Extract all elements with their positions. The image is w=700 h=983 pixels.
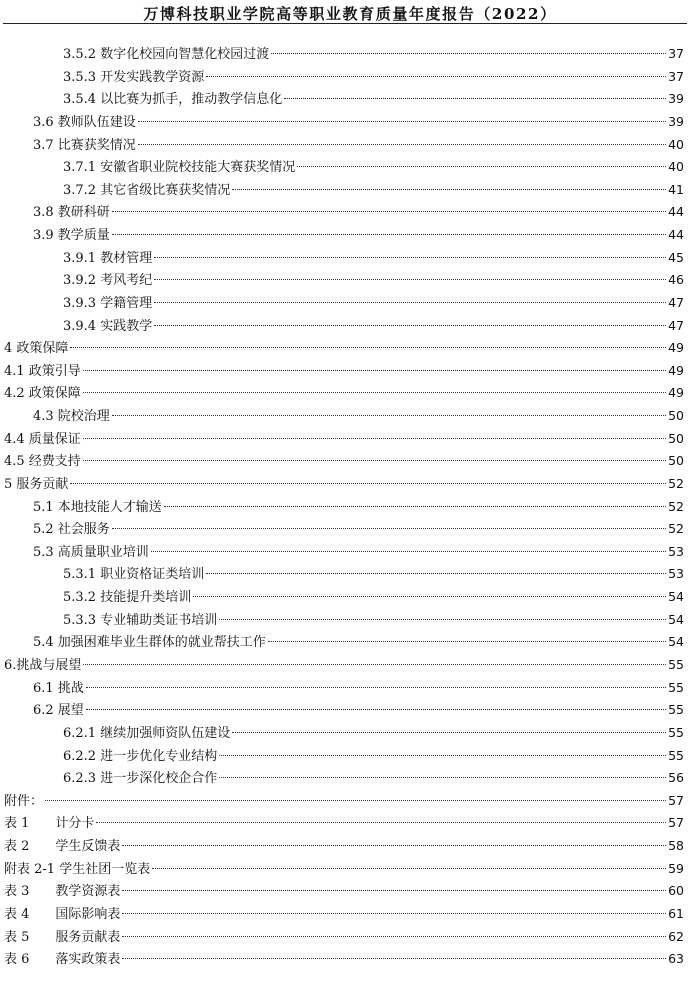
dot-leader xyxy=(154,257,666,258)
dot-leader xyxy=(154,325,666,326)
toc-entry[interactable] xyxy=(63,315,684,337)
toc-entry-page-number: 46 xyxy=(668,272,684,288)
toc-entry[interactable] xyxy=(4,428,684,450)
dot-leader xyxy=(152,868,666,869)
toc-entry[interactable] xyxy=(4,812,684,834)
toc-entry[interactable] xyxy=(63,586,684,608)
dot-leader xyxy=(83,460,666,461)
toc-entry-label: 5.4 加强困难毕业生群体的就业帮扶工作 xyxy=(33,635,266,651)
toc-entry-label: 5.3.1 职业资格证类培训 xyxy=(63,567,205,583)
toc-entry-label: 3.9.2 考风考纪 xyxy=(63,273,153,289)
toc-entry[interactable] xyxy=(63,292,684,314)
toc-entry-page-number: 52 xyxy=(668,475,684,491)
toc-entry-label: 6.2.3 进一步深化校企合作 xyxy=(63,771,218,787)
toc-entry[interactable] xyxy=(63,156,684,178)
toc-entry-label: 4 政策保障 xyxy=(4,341,69,357)
toc-entry[interactable] xyxy=(4,654,684,676)
toc-entry[interactable] xyxy=(33,699,684,721)
toc-entry-page-number: 37 xyxy=(668,46,684,61)
toc-entry[interactable] xyxy=(4,948,684,970)
toc-entry[interactable] xyxy=(63,66,684,88)
toc-entry-page-number: 54 xyxy=(668,634,684,650)
toc-entry-label: 5.3.3 专业辅助类证书培训 xyxy=(63,612,218,628)
toc-entry-label: 表 4 国际影响表 xyxy=(4,906,121,922)
toc-entry-label: 3.7.2 其它省级比赛获奖情况 xyxy=(63,182,231,198)
dot-leader xyxy=(206,573,666,574)
toc-entry[interactable] xyxy=(4,858,684,880)
toc-entry-label: 6.1 挑战 xyxy=(33,680,84,696)
dot-leader xyxy=(86,687,666,688)
dot-leader xyxy=(112,234,666,235)
toc-entry-page-number: 52 xyxy=(668,498,684,514)
toc-entry-label: 3.9 教学质量 xyxy=(33,228,110,244)
toc-entry[interactable] xyxy=(63,247,684,269)
dot-leader xyxy=(83,438,666,439)
toc-entry-label: 3.9.3 学籍管理 xyxy=(63,295,153,311)
toc-entry[interactable] xyxy=(4,790,684,812)
toc-entry-page-number: 49 xyxy=(668,362,684,378)
toc-entry-label: 表 6 落实政策表 xyxy=(4,952,121,968)
dot-leader xyxy=(284,98,666,99)
dot-leader xyxy=(268,641,666,642)
toc-entry[interactable] xyxy=(63,563,684,585)
toc-entry-label: 5.2 社会服务 xyxy=(33,522,110,538)
dot-leader xyxy=(112,415,666,416)
dot-leader xyxy=(193,596,666,597)
toc-entry-page-number: 56 xyxy=(668,770,684,786)
dot-leader xyxy=(232,732,666,733)
toc-entry[interactable] xyxy=(4,382,684,404)
toc-entry-label: 5.3.2 技能提升类培训 xyxy=(63,590,192,606)
header-rule xyxy=(3,23,687,24)
toc-entry-label: 表 5 服务贡献表 xyxy=(4,929,121,945)
dot-leader xyxy=(164,506,666,507)
dot-leader xyxy=(83,370,666,371)
toc-entry-label: 5 服务贡献 xyxy=(4,476,69,492)
toc-entry-page-number: 55 xyxy=(668,747,684,763)
toc-entry-label: 5.1 本地技能人才输送 xyxy=(33,499,162,515)
toc-entry-page-number: 50 xyxy=(668,453,684,469)
dot-leader xyxy=(122,958,666,959)
dot-leader xyxy=(86,709,666,710)
dot-leader xyxy=(219,619,666,620)
toc-entry-label: 表 2 学生反馈表 xyxy=(4,839,121,855)
toc-entry-page-number: 47 xyxy=(668,294,684,310)
toc-entry-page-number: 50 xyxy=(668,408,684,424)
toc-entry[interactable] xyxy=(63,745,684,767)
toc-entry[interactable] xyxy=(63,43,684,65)
toc-entry[interactable] xyxy=(33,134,684,156)
toc-entry[interactable] xyxy=(33,405,684,427)
dot-leader xyxy=(122,845,666,846)
toc-entry-page-number: 47 xyxy=(668,317,684,333)
dot-leader xyxy=(83,664,666,665)
toc-entry-page-number: 39 xyxy=(668,91,684,107)
toc-entry-page-number: 60 xyxy=(668,883,684,899)
dot-leader xyxy=(138,144,666,145)
dot-leader xyxy=(297,166,666,167)
toc-entry-label: 3.7.1 安徽省职业院校技能大赛获奖情况 xyxy=(63,160,296,176)
toc-entry-page-number: 41 xyxy=(668,181,684,197)
toc-entry[interactable] xyxy=(4,337,684,359)
toc-entry-label: 6.2 展望 xyxy=(33,703,84,719)
toc-entry[interactable] xyxy=(63,722,684,744)
toc-entry[interactable] xyxy=(4,926,684,948)
toc-entry[interactable] xyxy=(4,835,684,857)
toc-entry-label: 3.8 教研科研 xyxy=(33,205,110,221)
toc-entry-label: 6.挑战与展望 xyxy=(4,658,82,673)
toc-entry-page-number: 53 xyxy=(668,543,684,559)
toc-entry[interactable] xyxy=(33,111,684,133)
toc-entry-page-number: 40 xyxy=(668,136,684,152)
toc-entry-page-number: 49 xyxy=(668,340,684,356)
toc-entry-label: 4.5 经费支持 xyxy=(4,454,81,470)
page-header xyxy=(0,0,700,24)
toc-entry[interactable] xyxy=(4,903,684,925)
toc-entry[interactable] xyxy=(63,88,684,110)
toc-entry[interactable] xyxy=(4,360,684,382)
dot-leader xyxy=(271,53,666,54)
toc-entry-page-number: 44 xyxy=(668,204,684,220)
toc-entry[interactable] xyxy=(63,767,684,789)
dot-leader xyxy=(219,755,666,756)
toc-entry-page-number: 55 xyxy=(668,702,684,718)
dot-leader xyxy=(96,822,666,823)
toc-entry[interactable] xyxy=(33,224,684,246)
toc-entry-label: 表 1 计分卡 xyxy=(4,816,95,832)
toc-entry-page-number: 61 xyxy=(668,905,684,921)
toc-entry-page-number: 54 xyxy=(668,589,684,605)
toc-entry-label: 5.3 高质量职业培训 xyxy=(33,544,149,560)
toc-entry[interactable] xyxy=(63,609,684,631)
toc-entry-label: 4.4 质量保证 xyxy=(4,431,81,447)
toc-entry-page-number: 58 xyxy=(668,838,684,854)
dot-leader xyxy=(154,279,666,280)
toc-entry[interactable] xyxy=(33,631,684,653)
dot-leader xyxy=(219,777,666,778)
toc-entry-label: 3.6 教师队伍建设 xyxy=(33,114,136,130)
dot-leader xyxy=(70,347,666,348)
toc-entry-label: 3.5.3 开发实践教学资源 xyxy=(63,69,205,85)
dot-leader xyxy=(206,76,666,77)
toc-entry[interactable] xyxy=(33,541,684,563)
toc-entry-page-number: 55 xyxy=(668,657,684,672)
toc-entry-label: 附件： xyxy=(4,793,44,809)
toc-entry-label: 6.2.2 进一步优化专业结构 xyxy=(63,748,218,764)
toc-entry-page-number: 52 xyxy=(668,521,684,537)
toc-entry[interactable] xyxy=(4,880,684,902)
dot-leader xyxy=(112,211,666,212)
toc-entry-page-number: 55 xyxy=(668,724,684,740)
toc-entry-page-number: 39 xyxy=(668,113,684,129)
dot-leader xyxy=(138,121,666,122)
toc-entry-page-number: 55 xyxy=(668,679,684,695)
toc-entry[interactable] xyxy=(33,677,684,699)
toc-entry-label: 3.9.1 教材管理 xyxy=(63,250,153,266)
dot-leader xyxy=(154,302,666,303)
toc-entry[interactable] xyxy=(33,201,684,223)
toc-entry-label: 3.5.2 数字化校园向智慧化校园过渡 xyxy=(63,47,270,62)
toc-entry-label: 表 3 教学资源表 xyxy=(4,884,121,900)
toc-entry[interactable] xyxy=(33,496,684,518)
toc-entry-label: 6.2.1 继续加强师资队伍建设 xyxy=(63,725,231,741)
toc-entry-page-number: 49 xyxy=(668,385,684,401)
toc-entry-page-number: 44 xyxy=(668,227,684,243)
dot-leader xyxy=(122,913,666,914)
toc-entry-page-number: 53 xyxy=(668,566,684,582)
dot-leader xyxy=(122,890,666,891)
toc-entry-label: 3.5.4 以比赛为抓手，推动教学信息化 xyxy=(63,92,283,108)
toc-entry[interactable] xyxy=(63,179,684,201)
toc-entry-page-number: 45 xyxy=(668,249,684,265)
toc-entry-page-number: 62 xyxy=(668,928,684,944)
dot-leader xyxy=(45,800,666,801)
dot-leader xyxy=(112,528,666,529)
toc-entry-page-number: 54 xyxy=(668,611,684,627)
report-title: 万博科技职业学院高等职业教育质量年度报告（2022） xyxy=(143,5,557,23)
toc-entry[interactable] xyxy=(33,518,684,540)
dot-leader xyxy=(83,392,666,393)
toc-entry-label: 3.7 比赛获奖情况 xyxy=(33,137,136,153)
toc-entry-page-number: 57 xyxy=(668,815,684,831)
toc-entry-label: 4.1 政策引导 xyxy=(4,363,81,379)
dot-leader xyxy=(151,551,666,552)
toc-entry-page-number: 57 xyxy=(668,792,684,808)
toc-entry-label: 4.2 政策保障 xyxy=(4,386,81,402)
toc-entry-label: 4.3 院校治理 xyxy=(33,409,110,425)
toc-entry-page-number: 63 xyxy=(668,951,684,967)
dot-leader xyxy=(70,483,666,484)
toc-entry-label: 3.9.4 实践教学 xyxy=(63,318,153,334)
toc-entry-page-number: 59 xyxy=(668,860,684,876)
dot-leader xyxy=(122,936,666,937)
toc-entry-page-number: 37 xyxy=(668,68,684,84)
toc-entry[interactable] xyxy=(63,269,684,291)
toc-entry-page-number: 40 xyxy=(668,159,684,175)
dot-leader xyxy=(232,189,666,190)
toc-entry-page-number: 50 xyxy=(668,430,684,446)
toc-entry[interactable] xyxy=(4,450,684,472)
toc-entry[interactable] xyxy=(4,473,684,495)
toc-entry-label: 附表 2-1 学生社团一览表 xyxy=(4,861,151,877)
